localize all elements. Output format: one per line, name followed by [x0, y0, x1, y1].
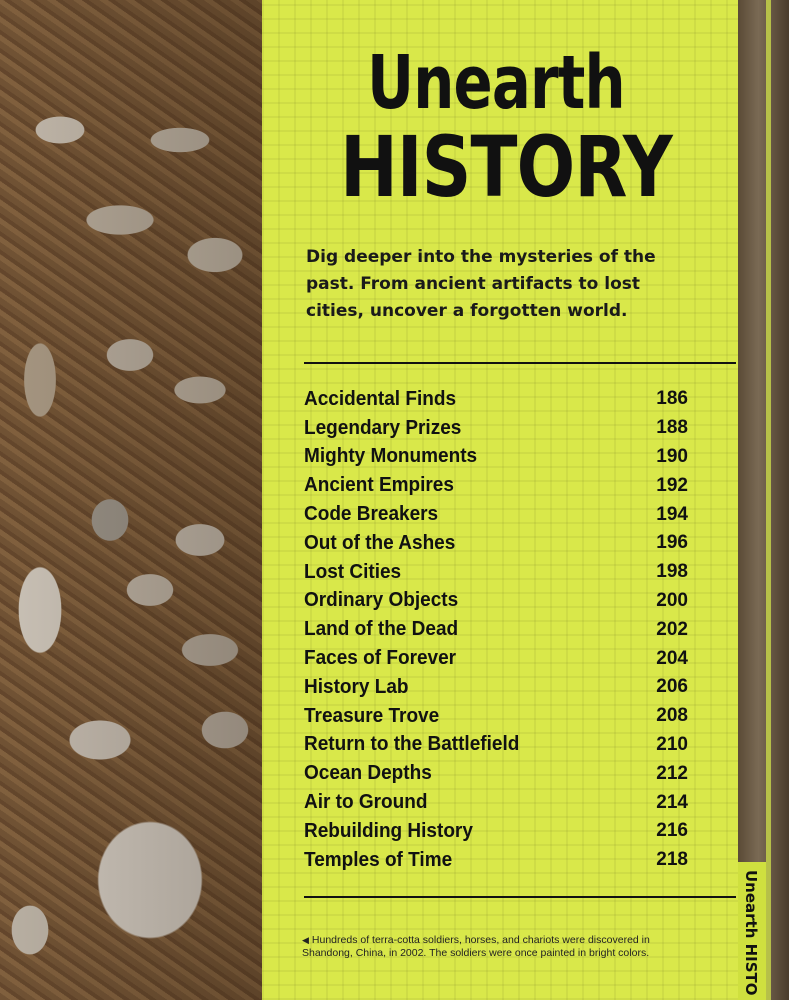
- toc-entry[interactable]: [304, 817, 688, 846]
- toc-entry[interactable]: [304, 731, 688, 760]
- toc-entry-title: Rebuilding History: [304, 819, 473, 842]
- toc-entry-title: Land of the Dead: [304, 618, 459, 641]
- toc-entry-title: Legendary Prizes: [304, 416, 462, 439]
- toc-entry-page: 212: [656, 762, 688, 784]
- toc-entry-page: 206: [656, 676, 688, 698]
- toc-entry-page: 198: [656, 561, 688, 583]
- toc-entry-title: Mighty Monuments: [304, 445, 478, 468]
- toc-entry[interactable]: [304, 471, 688, 500]
- toc-entry[interactable]: [304, 615, 688, 644]
- toc-entry[interactable]: [304, 443, 688, 472]
- toc-entry-title: Ancient Empires: [304, 474, 454, 497]
- toc-entry-title: Ordinary Objects: [304, 589, 459, 612]
- toc-entry[interactable]: [304, 846, 688, 875]
- toc-entry-title: History Lab: [304, 675, 409, 698]
- toc-entry-title: Temples of Time: [304, 848, 453, 871]
- toc-entry-page: 214: [656, 791, 688, 813]
- toc-entry-title: Ocean Depths: [304, 762, 432, 785]
- toc-entry-title: Return to the Battlefield: [304, 733, 520, 756]
- toc-entry[interactable]: [304, 500, 688, 529]
- toc-entry-page: 192: [656, 474, 688, 496]
- toc-entry[interactable]: [304, 788, 688, 817]
- intro-text: Dig deeper into the mysteries of the past. From ancient artifacts to lost cities, uncover a forgotten world.: [306, 247, 656, 321]
- divider-bottom: [304, 896, 736, 898]
- toc-entry-page: 202: [656, 618, 688, 640]
- toc-entry-page: 194: [656, 503, 688, 525]
- section-tab: [738, 862, 766, 1000]
- toc-entry[interactable]: [304, 702, 688, 731]
- toc-entry-page: 208: [656, 705, 688, 727]
- toc-entry[interactable]: [304, 529, 688, 558]
- toc-entry[interactable]: [304, 759, 688, 788]
- caption-text: Hundreds of terra-cotta soldiers, horses, and chariots were discovered in Shandong, China, in 2002. The soldiers were once painted in bright colors.: [302, 934, 650, 959]
- toc-entry[interactable]: [304, 587, 688, 616]
- toc-entry-page: 218: [656, 849, 688, 871]
- toc-entry[interactable]: [304, 385, 688, 414]
- section-tab-label: Unearth HISTO: [742, 870, 760, 996]
- photo-caption: [302, 934, 682, 960]
- toc-entry-title: Accidental Finds: [304, 387, 457, 410]
- title-line-1: Unearth: [367, 40, 625, 126]
- page-edge-stripe: [766, 0, 771, 1000]
- divider-top: [304, 362, 736, 364]
- toc-entry-page: 186: [656, 388, 688, 410]
- table-of-contents: [304, 385, 688, 875]
- next-page-edge: [738, 0, 789, 1000]
- toc-entry-page: 210: [656, 733, 688, 755]
- toc-entry-title: Out of the Ashes: [304, 531, 456, 554]
- toc-entry-title: Air to Ground: [304, 791, 428, 814]
- toc-entry[interactable]: [304, 558, 688, 587]
- contents-page: [262, 0, 738, 1000]
- toc-entry-page: 216: [656, 820, 688, 842]
- left-arrow-icon: ◀: [302, 935, 309, 945]
- toc-entry-title: Code Breakers: [304, 503, 439, 526]
- toc-entry-page: 204: [656, 647, 688, 669]
- toc-entry-page: 200: [656, 589, 688, 611]
- toc-entry[interactable]: [304, 414, 688, 443]
- toc-entry-title: Treasure Trove: [304, 704, 440, 727]
- toc-entry-page: 190: [656, 445, 688, 467]
- title-line-2: HISTORY: [340, 118, 672, 216]
- toc-entry[interactable]: [304, 644, 688, 673]
- toc-entry-title: Faces of Forever: [304, 647, 457, 670]
- toc-entry[interactable]: [304, 673, 688, 702]
- terra-cotta-photo: [0, 0, 262, 1000]
- toc-entry-page: 188: [656, 417, 688, 439]
- toc-entry-title: Lost Cities: [304, 560, 402, 583]
- toc-entry-page: 196: [656, 532, 688, 554]
